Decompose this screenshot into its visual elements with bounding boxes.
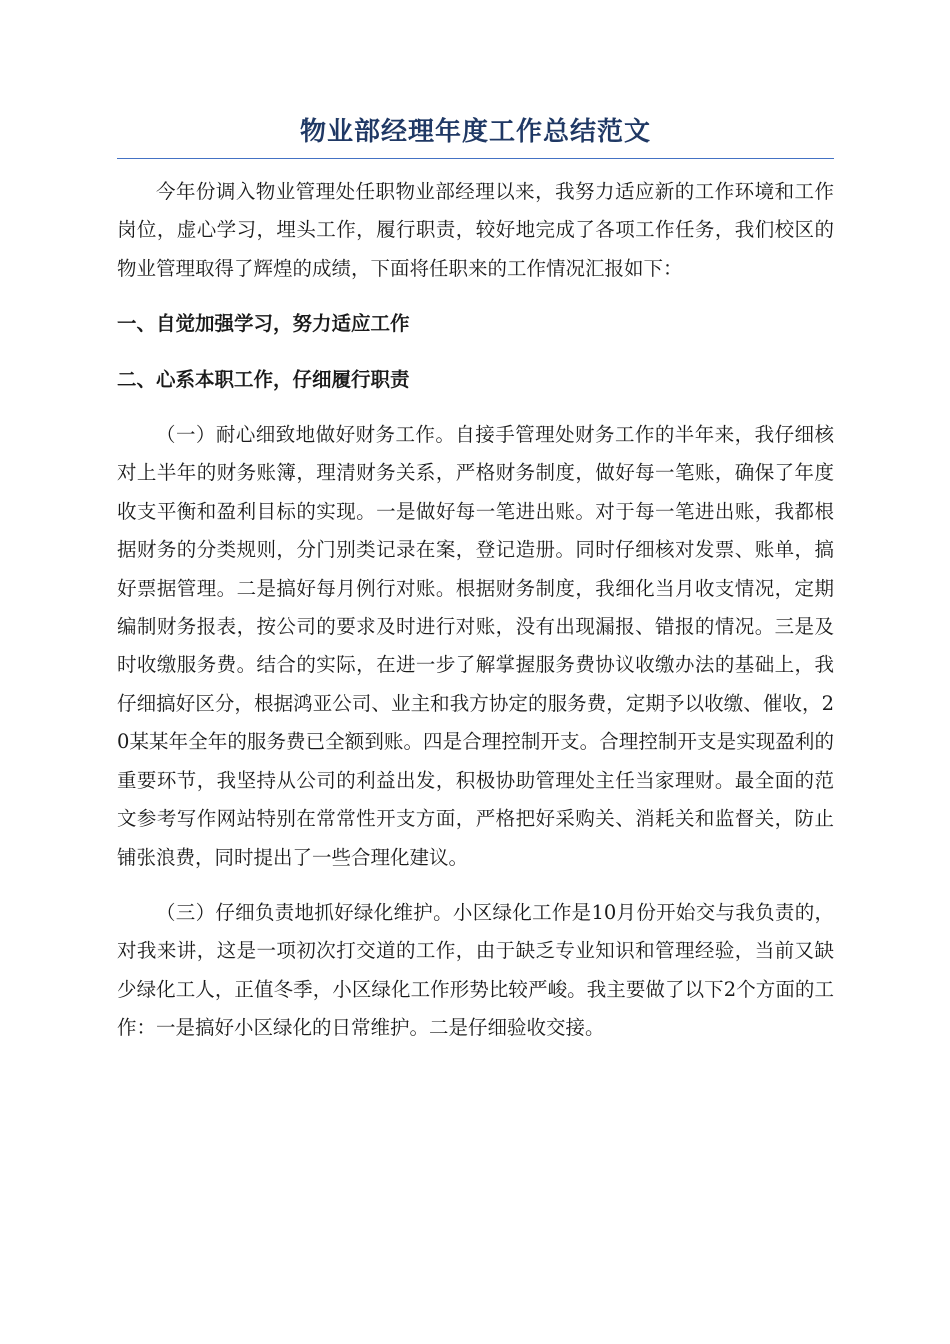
section-heading-2: 二、心系本职工作，仔细履行职责 xyxy=(117,367,410,391)
greening-paragraph: （三）仔细负责地抓好绿化维护。小区绿化工作是10月份开始交与我负责的，对我来讲，这是一项初次打交道的工作，由于缺乏专业知识和管理经验，当前又缺少绿化工人，正值冬季，小区绿化工作形势比较严峻。我主要做了以下2个方面的工作：一是搞好小区绿化的日常维护。二是仔细验收交接。 xyxy=(117,900,834,1040)
spacer xyxy=(117,344,834,361)
finance-paragraph: （一）耐心细致地做好财务工作。自接手管理处财务工作的半年来，我仔细核对上半年的财务账簿，理清财务关系，严格财务制度，做好每一笔账，确保了年度收支平衡和盈利目标的实现。一是做好每一笔进出账。对于每一笔进出账，我都根据财务的分类规则，分门别类记录在案，登记造册。同时仔细核对发票、账单，搞好票据管理。二是搞好每月例行对账。根据财务制度，我细化当月收支情况，定期编制财务报表，按公司的要求及时进行对账，没有出现漏报、错报的情况。三是及时收缴服务费。结合的实际，在进一步了解掌握服务费协议收缴办法的基础上，我仔细搞好区分，根据鸿亚公司、业主和我方协定的服务费，定期予以收缴、催收，20某某年全年的服务费已全额到账。四是合理控制开支。合理控制开支是实现盈利的重要环节，我坚持从公司的利益出发，积极协助管理处主任当家理财。最全面的范文参考写作网站特别在常常性开支方面，严格把好采购关、消耗关和监督关，防止铺张浪费，同时提出了一些合理化建议。 xyxy=(117,423,834,869)
spacer xyxy=(117,399,834,416)
section-heading-1: 一、自觉加强学习，努力适应工作 xyxy=(117,312,410,336)
spacer xyxy=(117,159,834,173)
intro-paragraph: 今年份调入物业管理处任职物业部经理以来，我努力适应新的工作环境和工作岗位，虚心学习，埋头工作，履行职责，较好地完成了各项工作任务，我们校区的物业管理取得了辉煌的成绩，下面将任职来的工作情况汇报如下： xyxy=(117,180,834,280)
document-page xyxy=(117,108,834,1048)
spacer xyxy=(117,288,834,305)
document-title: 物业部经理年度工作总结范文 xyxy=(117,108,834,159)
spacer xyxy=(117,877,834,894)
